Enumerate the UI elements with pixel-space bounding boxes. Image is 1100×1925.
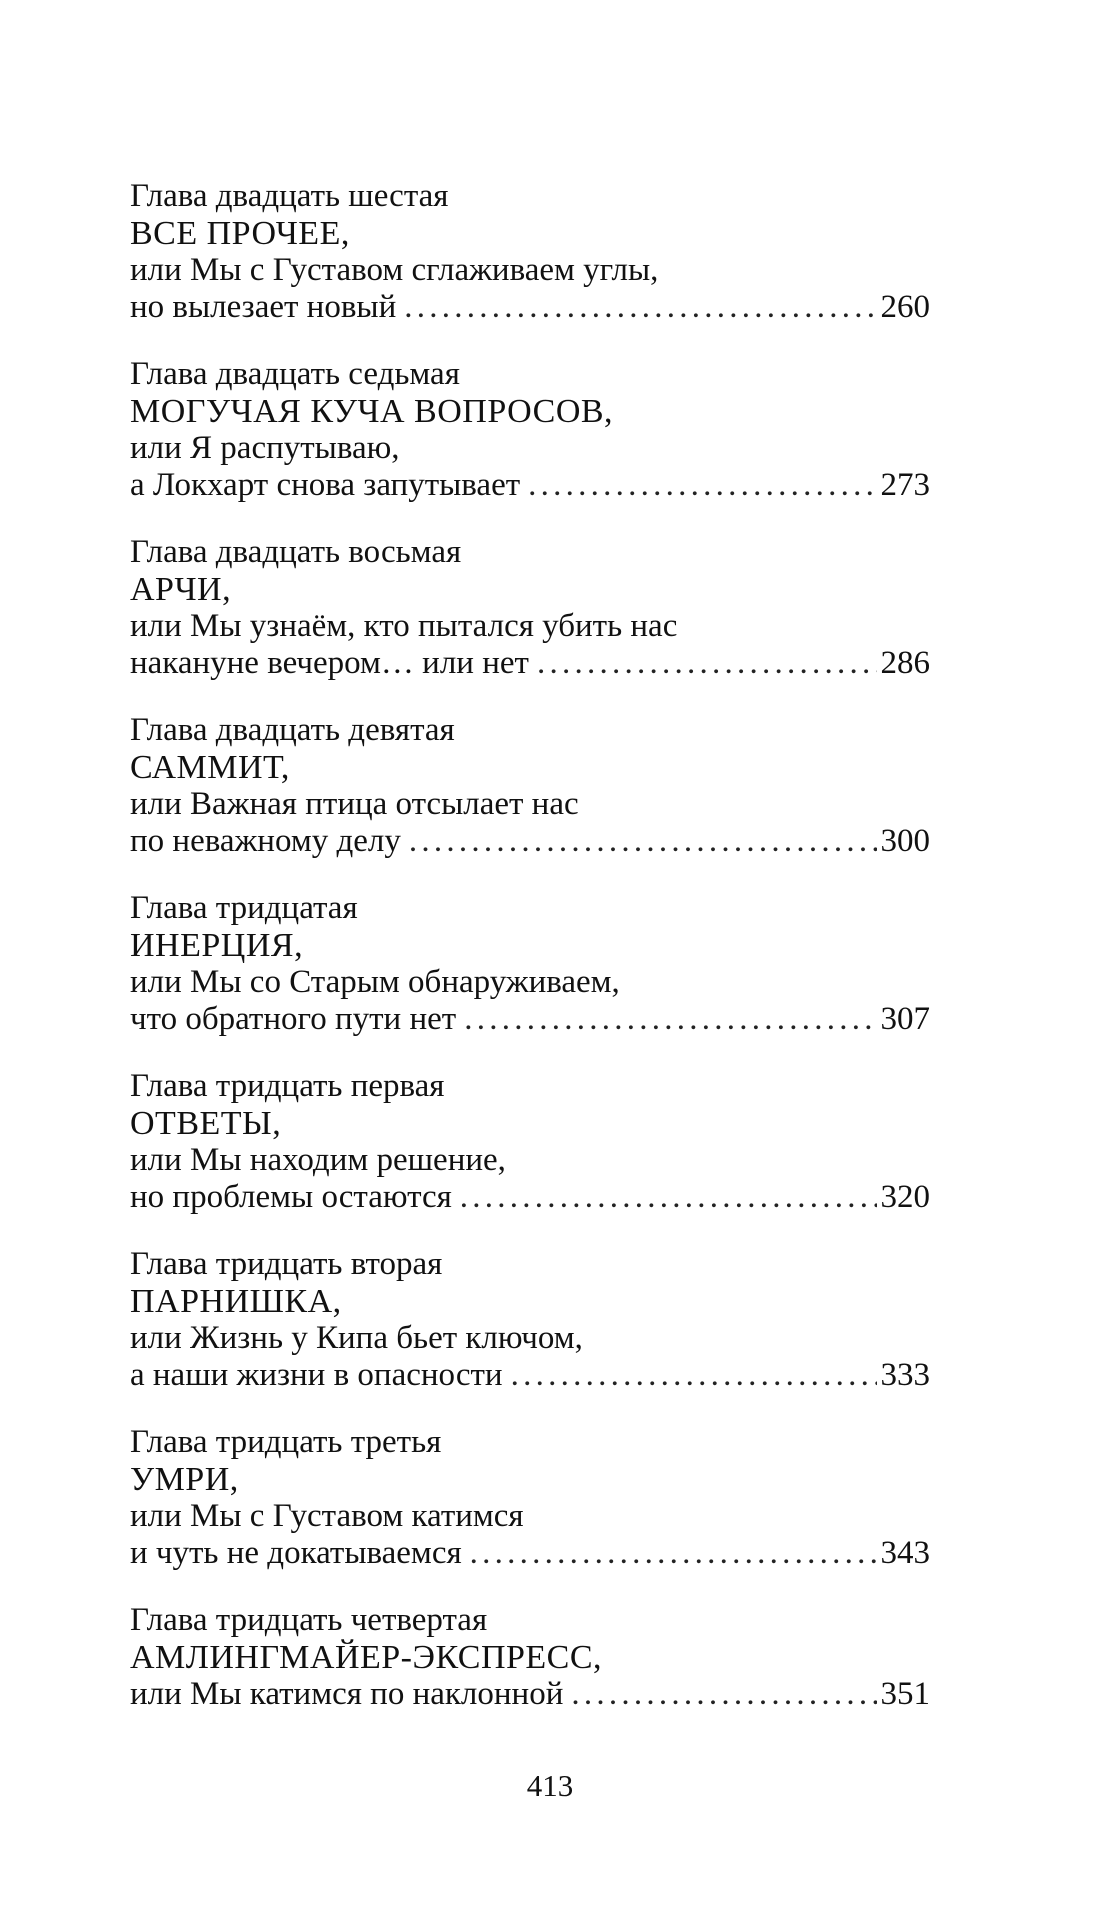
toc-entry xyxy=(130,178,930,356)
toc-entry xyxy=(130,712,930,890)
chapter-subtitle-last-line xyxy=(130,1179,930,1216)
chapter-subtitle-last-line xyxy=(130,1001,930,1038)
chapter-subtitle-last-line xyxy=(130,1357,930,1394)
chapter-number: Глава тридцать первая xyxy=(130,1068,445,1104)
chapter-subtitle: или Мы со Старым обнаруживаем, xyxy=(130,964,620,1000)
chapter-title: ИНЕРЦИЯ, xyxy=(130,927,304,964)
chapter-subtitle: или Мы узнаём, кто пытался убить нас xyxy=(130,608,678,644)
dot-leader xyxy=(511,1357,877,1394)
chapter-subtitle: или Жизнь у Кипа бьет ключом, xyxy=(130,1320,583,1356)
chapter-subtitle-last-line xyxy=(130,823,930,860)
chapter-subtitle: или Мы с Густавом сглаживаем углы, xyxy=(130,252,659,288)
table-of-contents xyxy=(130,178,930,1780)
page-reference: 286 xyxy=(880,645,930,681)
page-reference: 300 xyxy=(880,823,930,859)
chapter-number: Глава двадцать восьмая xyxy=(130,534,462,570)
page-reference: 273 xyxy=(880,467,930,503)
toc-entry xyxy=(130,534,930,712)
chapter-number: Глава двадцать девятая xyxy=(130,712,455,748)
chapter-subtitle: или Я распутываю, xyxy=(130,430,400,466)
page-number: 413 xyxy=(526,1768,574,1803)
chapter-number: Глава тридцать четвертая xyxy=(130,1602,488,1638)
dot-leader xyxy=(409,823,877,860)
chapter-number: Глава тридцать третья xyxy=(130,1424,442,1460)
dot-leader xyxy=(464,1001,876,1038)
subtitle-text: а наши жизни в опасности xyxy=(130,1357,503,1393)
subtitle-text: но проблемы остаются xyxy=(130,1179,452,1215)
chapter-title: САММИТ, xyxy=(130,749,290,786)
page-reference: 333 xyxy=(880,1357,930,1393)
page-reference: 351 xyxy=(880,1676,930,1712)
chapter-title: ПАРНИШКА, xyxy=(130,1283,342,1320)
chapter-number: Глава тридцатая xyxy=(130,890,358,926)
toc-entry xyxy=(130,1602,930,1780)
chapter-number: Глава двадцать седьмая xyxy=(130,356,460,392)
chapter-number: Глава тридцать вторая xyxy=(130,1246,443,1282)
subtitle-text: или Мы катимся по наклонной xyxy=(130,1676,564,1712)
dot-leader xyxy=(404,289,876,326)
subtitle-text: по неважному делу xyxy=(130,823,401,859)
dot-leader xyxy=(460,1179,877,1216)
chapter-number: Глава двадцать шестая xyxy=(130,178,449,214)
subtitle-text: накануне вечером… или нет xyxy=(130,645,529,681)
subtitle-text: что обратного пути нет xyxy=(130,1001,457,1037)
chapter-title: ВСЕ ПРОЧЕЕ, xyxy=(130,215,350,252)
chapter-subtitle-last-line xyxy=(130,467,930,504)
toc-entry xyxy=(130,890,930,1068)
chapter-title: ОТВЕТЫ, xyxy=(130,1105,282,1142)
chapter-title: МОГУЧАЯ КУЧА ВОПРОСОВ, xyxy=(130,393,614,430)
chapter-subtitle-last-line xyxy=(130,645,930,682)
toc-entry xyxy=(130,1068,930,1246)
page-reference: 260 xyxy=(880,289,930,325)
dot-leader xyxy=(571,1676,876,1713)
page-reference: 307 xyxy=(880,1001,930,1037)
page-reference: 320 xyxy=(880,1179,930,1215)
subtitle-text: а Локхарт снова запутывает xyxy=(130,467,521,503)
dot-leader xyxy=(537,645,877,682)
subtitle-text: и чуть не докатываемся xyxy=(130,1535,462,1571)
chapter-subtitle-last-line xyxy=(130,1676,930,1713)
chapter-title: АРЧИ, xyxy=(130,571,232,608)
toc-entry xyxy=(130,1246,930,1424)
dot-leader xyxy=(528,467,876,504)
toc-entry xyxy=(130,1424,930,1602)
dot-leader xyxy=(470,1535,877,1572)
chapter-title: УМРИ, xyxy=(130,1461,239,1498)
chapter-subtitle: или Важная птица отсылает нас xyxy=(130,786,579,822)
subtitle-text: но вылезает новый xyxy=(130,289,397,325)
toc-entry xyxy=(130,356,930,534)
chapter-subtitle: или Мы находим решение, xyxy=(130,1142,506,1178)
chapter-subtitle: или Мы с Густавом катимся xyxy=(130,1498,524,1534)
page-reference: 343 xyxy=(880,1535,930,1571)
chapter-subtitle-last-line xyxy=(130,1535,930,1572)
chapter-title: АМЛИНГМАЙЕР-ЭКСПРЕСС, xyxy=(130,1639,603,1676)
chapter-subtitle-last-line xyxy=(130,289,930,326)
